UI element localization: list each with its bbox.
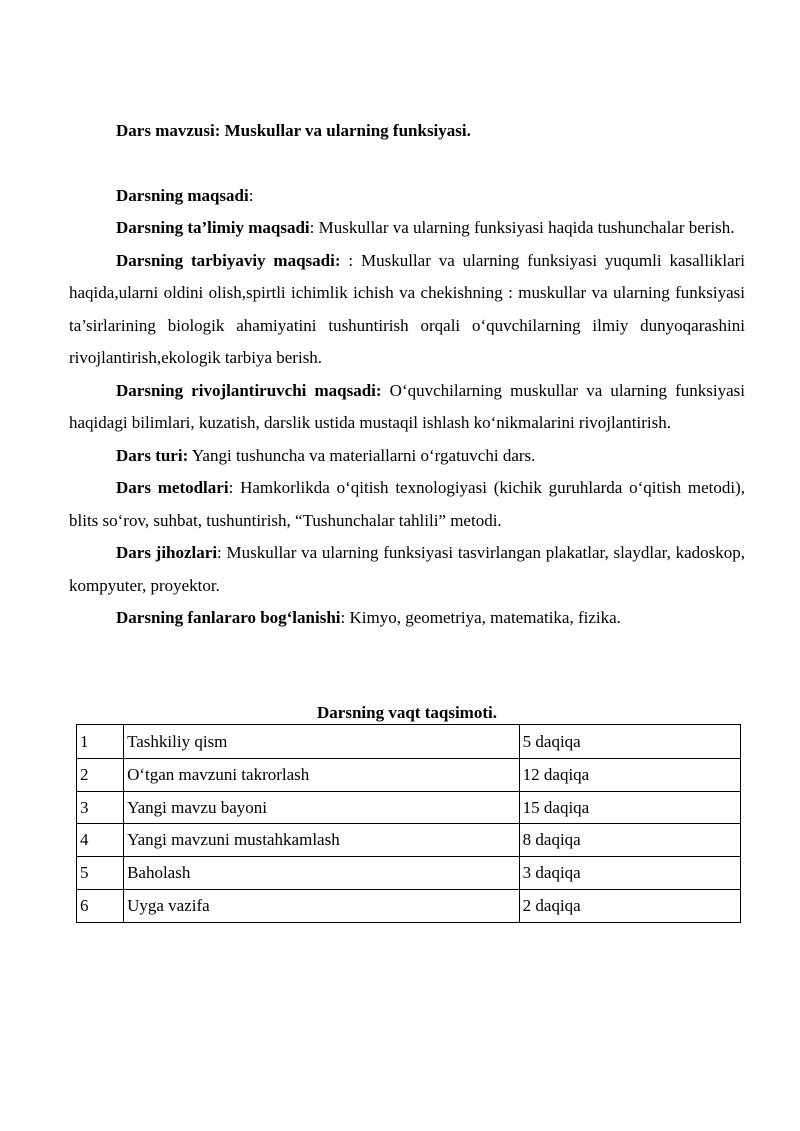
lesson-equipment [69,537,745,602]
developmental-goal-text: O‘quvchilarning muskullar va ularning funksiyasi haqidagi bilimlari, kuzatish, darslik ustida mustaqil ishlash ko‘nikmalarini rivojlantirish. [69,380,745,432]
table-row [77,857,741,890]
table-row [77,792,741,824]
row-number: 1 [77,725,124,759]
educational-goal [69,212,745,245]
educational-goal-label: Darsning ta’limiy maqsadi [116,218,310,237]
row-stage: Baholash [124,857,520,890]
goals-heading: Darsning maqsadi: [116,186,254,205]
row-stage: Tashkiliy qism [124,725,520,759]
table-row [77,725,741,759]
row-number: 3 [77,792,124,824]
developmental-goal-label: Darsning rivojlantiruvchi maqsadi: [116,380,382,400]
row-time: 15 daqiqa [519,792,740,824]
lesson-type [69,440,745,473]
row-time: 2 daqiqa [519,890,740,923]
row-number: 6 [77,890,124,923]
row-time: 3 daqiqa [519,857,740,890]
lesson-type-label: Dars turi: [116,445,189,465]
row-stage: Uyga vazifa [124,890,520,923]
lesson-equipment-label: Dars jihozlari [116,543,218,562]
interdisciplinary-text: : Kimyo, geometriya, matematika, fizika. [340,608,621,627]
row-stage: Yangi mavzuni mustahkamlash [124,824,520,857]
table-row [77,890,741,923]
educational-goal-text: : Muskullar va ularning funksiyasi haqida tushunchalar berish. [309,218,735,237]
row-time: 5 daqiqa [519,725,740,759]
schedule-caption: Darsning vaqt taqsimoti. [317,703,497,722]
table-row [77,824,741,857]
row-stage: Yangi mavzu bayoni [124,792,520,824]
row-time: 12 daqiqa [519,759,740,792]
interdisciplinary-label: Darsning fanlararo bog‘lanishi [116,608,341,627]
upbringing-goal [69,245,745,375]
row-number: 2 [77,759,124,792]
lesson-body [69,212,745,635]
table-row [77,759,741,792]
row-number: 4 [77,824,124,857]
interdisciplinary-links [69,602,745,635]
lesson-methods-text: : Hamkorlikda o‘qitish texnologiyasi (kichik guruhlarda o‘qitish metodi), blits so‘rov, suhbat, tushuntirish, “Tushunchalar tahlili” metodi. [69,478,745,530]
schedule-table [76,724,741,923]
lesson-type-text: Yangi tushuncha va materiallarni o‘rgatuvchi dars. [188,445,536,465]
row-stage: O‘tgan mavzuni takrorlash [124,759,520,792]
upbringing-goal-text: : Muskullar va ularning funksiyasi yuqumli kasalliklari haqida,ularni oldini olish,spirtli ichimlik ichish va chekishning : muskullar va ularning funksiyasi ta’sirlarining biologik ahamiyatini tushuntirish orqali o‘quvchilarning ilmiy dunyoqarashini rivojlantirish,ekologik tarbiya berish. [69,250,746,367]
lesson-topic: Dars mavzusi: Muskullar va ularning funksiyasi. [116,121,471,140]
row-number: 5 [77,857,124,890]
row-time: 8 daqiqa [519,824,740,857]
lesson-equipment-text: : Muskullar va ularning funksiyasi tasvirlangan plakatlar, slaydlar, kadoskop, kompyuter, proyektor. [69,543,745,595]
upbringing-goal-label: Darsning tarbiyaviy maqsadi: [116,250,341,270]
developmental-goal [69,375,745,440]
lesson-methods-label: Dars metodlari [116,478,229,497]
lesson-methods [69,472,745,537]
